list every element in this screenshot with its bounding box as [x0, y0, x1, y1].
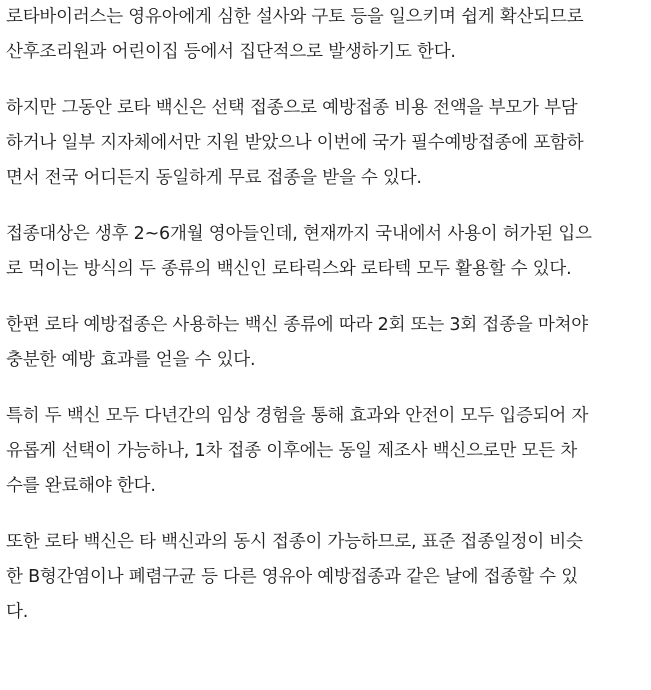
paragraph-1	[0, 0, 651, 70]
paragraph-4	[0, 308, 651, 378]
text-line: 하지만 그동안 로타 백신은 선택 접종으로 예방접종 비용 전액을 부모가 부담	[6, 98, 578, 118]
paragraph-6	[0, 525, 651, 630]
text-line: 하거나 일부 지자체에서만 지원 받았으나 이번에 국가 필수예방접종에 포함하	[6, 133, 584, 153]
text-line: 유롭게 선택이 가능하나, 1차 접종 이후에는 동일 제조사 백신으로만 모든 차	[6, 441, 578, 461]
paragraph-2	[0, 91, 651, 196]
text-line: 충분한 예방 효과를 얻을 수 있다.	[6, 350, 256, 370]
text-line: 로타바이러스는 영유아에게 심한 설사와 구토 등을 일으키며 쉽게 확산되므로	[6, 7, 584, 27]
text-line: 다.	[6, 602, 29, 622]
text-line: 로 먹이는 방식의 두 종류의 백신인 로타릭스와 로타텍 모두 활용할 수 있다.	[6, 259, 572, 279]
text-line: 특히 두 백신 모두 다년간의 임상 경험을 통해 효과와 안전이 모두 입증되어 자	[6, 406, 589, 426]
paragraph-3	[0, 217, 651, 287]
text-line: 면서 전국 어디든지 동일하게 무료 접종을 받을 수 있다.	[6, 168, 422, 188]
text-line: 산후조리원과 어린이집 등에서 집단적으로 발생하기도 한다.	[6, 42, 456, 62]
text-line: 한편 로타 예방접종은 사용하는 백신 종류에 따라 2회 또는 3회 접종을 마쳐야	[6, 315, 589, 335]
text-line: 한 B형간염이나 폐렴구균 등 다른 영유아 예방접종과 같은 날에 접종할 수 있	[6, 567, 578, 587]
paragraph-5	[0, 399, 651, 504]
text-line: 수를 완료해야 한다.	[6, 476, 156, 496]
text-line: 또한 로타 백신은 타 백신과의 동시 접종이 가능하므로, 표준 접종일정이 비슷	[6, 532, 583, 552]
text-line: 접종대상은 생후 2~6개월 영아들인데, 현재까지 국내에서 사용이 허가된 입으	[6, 224, 592, 244]
